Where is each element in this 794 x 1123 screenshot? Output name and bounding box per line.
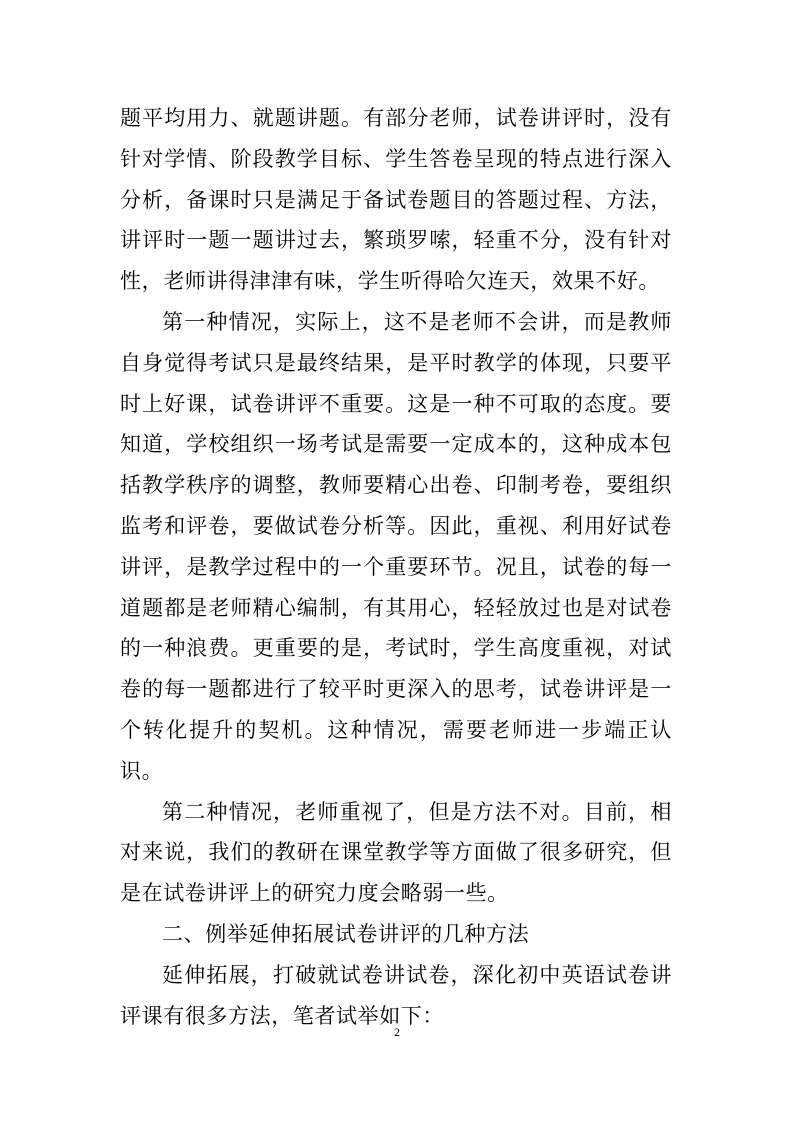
document-body bbox=[120, 98, 672, 1036]
section-heading: 二、例举延伸拓展试卷讲评的几种方法 bbox=[162, 921, 530, 946]
paragraph-second-case: 第二种情况，老师重视了，但是方法不对。目前，相对来说，我们的教研在课堂教学等方面做了很多研究，但是在试卷讲评上的研究力度会略弱一些。 bbox=[120, 799, 672, 906]
page-number: 2 bbox=[394, 1025, 400, 1039]
paragraph-continuation: 题平均用力、就题讲题。有部分老师，试卷讲评时，没有针对学情、阶段教学目标、学生答卷呈现的特点进行深入分析，备课时只是满足于备试卷题目的答题过程、方法，讲评时一题一题讲过去，繁琐罗嗦，轻重不分，没有针对性，老师讲得津津有味，学生听得哈欠连天，效果不好。 bbox=[120, 106, 672, 294]
paragraph-first-case: 第一种情况，实际上，这不是老师不会讲，而是教师自身觉得考试只是最终结果，是平时教学的体现，只要平时上好课，试卷讲评不重要。这是一种不可取的态度。要知道，学校组织一场考试是需要一定成本的，这种成本包括教学秩序的调整，教师要精心出卷、印制考卷，要组织监考和评卷，要做试卷分析等。因此，重视、利用好试卷讲评，是教学过程中的一个重要环节。况且，试卷的每一道题都是老师精心编制，有其用心，轻轻放过也是对试卷的一种浪费。更重要的是，考试时，学生高度重视，对试卷的每一题都进行了较平时更深入的思考，试卷讲评是一个转化提升的契机。这种情况，需要老师进一步端正认识。 bbox=[120, 309, 672, 783]
paragraph-methods-intro: 延伸拓展，打破就试卷讲试卷，深化初中英语试卷讲评课有很多方法，笔者试举如下： bbox=[120, 962, 672, 1028]
